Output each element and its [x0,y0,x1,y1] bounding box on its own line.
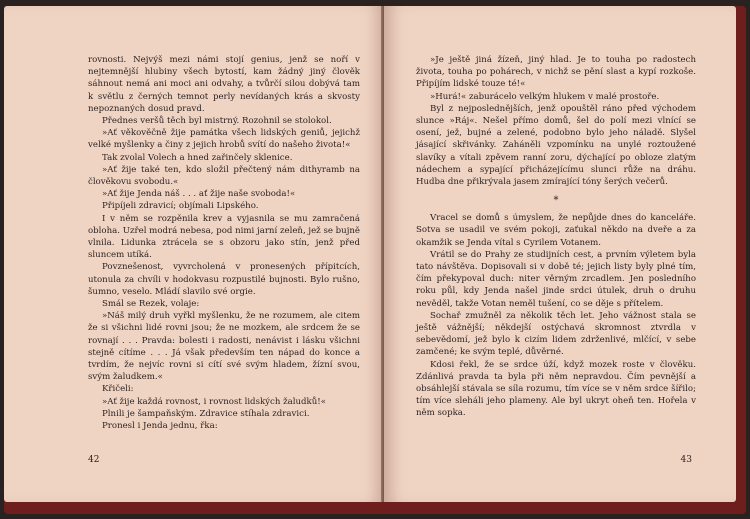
paragraph: »Náš milý druh vyřkl myšlenku, že ne rozumem, ale citem že si všichni lidé rovni jsou; že ne mozkem, ale srdcem že se rovnají . . . Pravda: bolesti i radosti, nenávist i lásku všichni stejně cítíme . . . Já však především ten nápad do konce a tvrdím, že nejvíc rovni si cítí své svým hladem, žízní svou, svým žaludkem.« [88,311,360,383]
paragraph: Povznešenost, vyvrcholená v pronesených přípitcích, utonula za chvíli v hodokvasu rozpustilé bujnosti. Bylo rušno, šumno, veselo. Mládí slavilo své orgie. [88,262,360,297]
paragraph: rovnosti. Nejvýš mezi námi stojí genius, jenž se noří v nejtemnější hlubiny všech bytostí, kam žádný jiný člověk sáhnout nemá ani moci ani odvahy, a tvůrčí silou dobývá tam k světlu z černých temnot perly nevídaných krás a skvosty nepoznaných dosud pravd. [88,55,360,114]
paragraph: I v něm se rozpěnila krev a vyjasnila se mu zamračená obloha. Uzřel modrá nebesa, pod nimi jarní zeleň, jež se bujně vlnila. Lidunka ztrácela se s obzoru jako stín, jenž před sluncem utíká. [88,213,360,261]
left-page [4,6,384,502]
paragraph: Křičeli: [102,384,134,395]
paragraph: »Ať žije každá rovnost, i rovnost lidských žaludků!« [102,396,327,407]
paragraph: Plnili je šampaňským. Zdravice stíhala zdravici. [102,408,310,419]
paragraph: Připíjeli zdravicí; objímali Lipského. [102,201,259,212]
page-number: 42 [88,454,100,465]
left-page-text [88,54,360,432]
paragraph: Vracel se domů s úmyslem, že nepůjde dnes do kanceláře. Sotva se usadil ve svém pokoji, zaťukal někdo na dveře a za okamžik se Jenda vítal s Cyrilem Votanem. [416,213,696,248]
paragraph: Sochař zmužněl za několik těch let. Jeho vážnost stala se ještě vážnější; někdejší ostýchavá skromnost ztvrdla v sebevědomí, jež bylo k cizím lidem zdrženlivé, mlčící, v sebe zamčené; ke svým teplé, důvěrné. [416,310,696,358]
right-page [384,6,736,502]
paragraph: Byl z nejposlednějších, jenž opouštěl ráno před východem slunce »Ráj«. Nešel přímo domů, šel do polí mezi vlnící se osení, jež, bujné a zelené, podobno bylo jeho náladě. Slyšel jásající skřivánky. Zaháněli vzpomínku na unylé roztoužené slavíky a vítali zpěvem ranní zoru, dýchající po obloze zlatým nádechem a sypající přicházejícímu slunci růže na dráhu. Hudba dne přikrývala jasem zmírající tóny šerých večerů. [416,103,696,188]
paragraph: Pronesl i Jenda jednu, řka: [102,421,218,432]
paragraph: Přednes veršů těch byl mistrný. Rozohnil se stolokol. [102,116,332,127]
paragraph: »Ať žije Jenda náš . . . ať žije naše svoboda!« [102,189,296,200]
paragraph: Kdosi řekl, že se srdce úží, když mozek roste v člověku. Zdánlivá pravda ta byla při něm nepravdou. Čím pevnější a obsáhlejší stávala se síla rozumu, tím více se v něm srdce šířilo; tím více sleháli jeho plameny. Ale byl ukryt oheň ten. Hořela v něm sopka. [416,359,696,419]
right-page-text [416,54,696,420]
paragraph: Tak zvolal Volech a hned zařinčely sklenice. [102,152,293,163]
paragraph: »Ať žije také ten, kdo složil přečtený nám dithyramb na člověkovu svobodu.« [88,164,360,188]
paragraph: »Je ještě jiná žízeň, jiný hlad. Je to touha po radostech života, touha po pohárech, v nichž se pění slast a kypí rozkoše. Připíjím lidské touze té!« [416,55,696,90]
paragraph: Smál se Rezek, volaje: [102,299,200,310]
paragraph: Vrátil se do Prahy ze studijních cest, a prvním výletem byla tato návštěva. Dopisovali si v době té; jejich listy byly plné tím, čím překypoval duch: niter věrným zrcadlem. Jen posledního roku půl, kdy Jenda našel jinde srdci útulek, druh o druhu nevěděl, takže Votan neměl tušení, co se děje s přítelem. [416,249,696,309]
page-number: 43 [680,454,692,465]
paragraph: »Ať věkověčně žije památka všech lidských geniů, jejichž velké myšlenky a činy z jejich hrobů svítí do našeho života!« [88,128,360,151]
paragraph: »Hurá!« zaburácelo velkým hlukem v malé prostoře. [430,91,660,102]
section-separator: * [553,195,559,207]
